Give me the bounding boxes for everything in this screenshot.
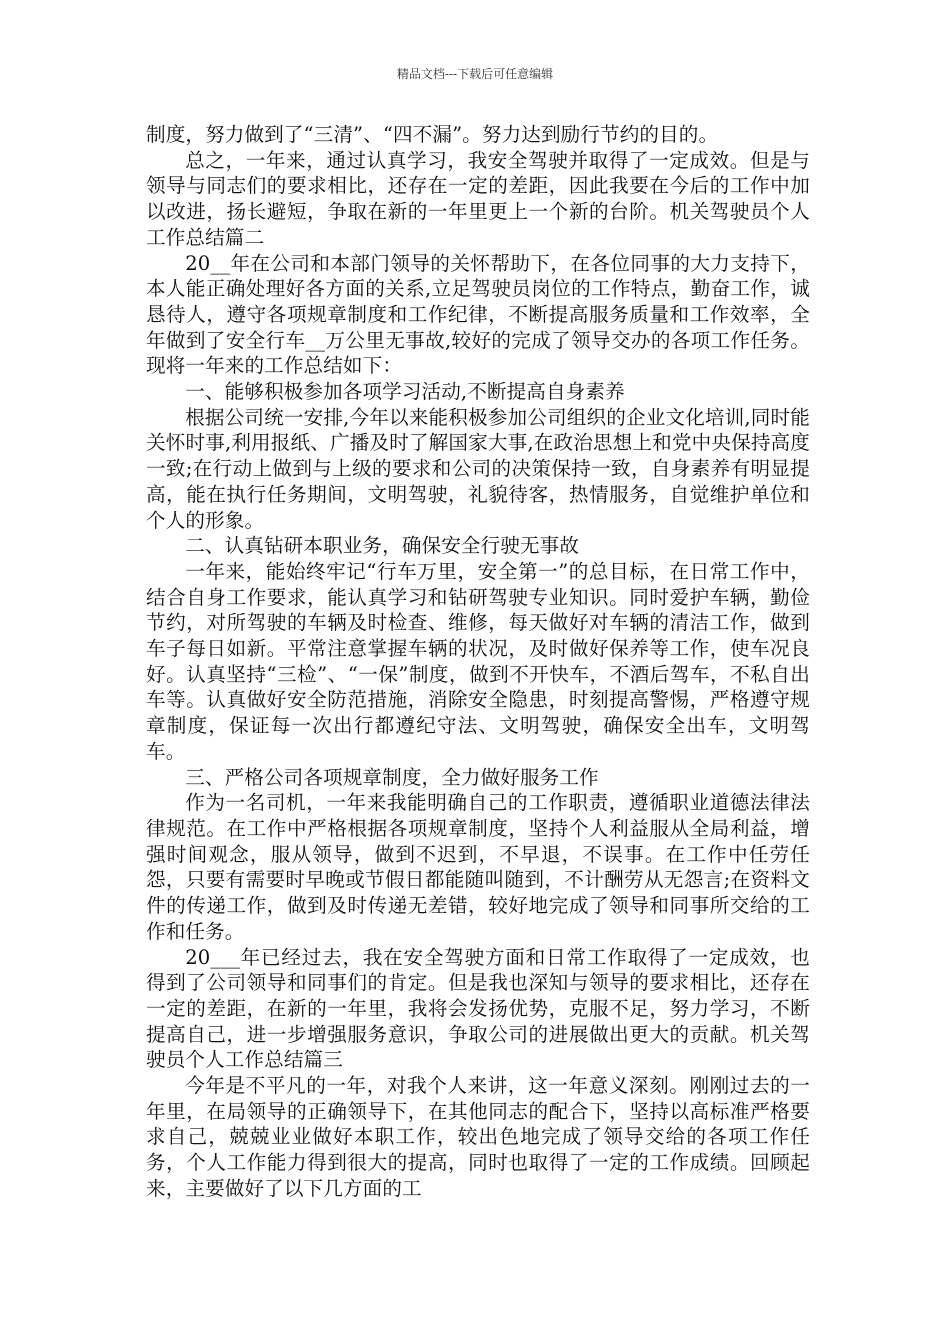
paragraph: 制度，努力做到了“三清”、“四不漏”。努力达到励行节约的目的。 — [146, 123, 719, 146]
document-body — [146, 122, 810, 1202]
section-heading: 二、认真钻研本职业务，确保安全行驶无事故 — [185, 534, 580, 558]
paragraph: 总之，一年来，通过认真学习，我安全驾驶并取得了一定成效。但是与领导与同志们的要求相比，还存在一定的差距，因此我要在今后的工作中加以改进，扬长避短，争取在新的一年里更上一个新的台阶。机关驾驶员个人工作总结篇二 — [146, 148, 810, 249]
paragraph: 一年来，能始终牢记“行车万里，安全第一”的总目标，在日常工作中，结合自身工作要求，能认真学习和钻研驾驶专业知识。同时爱护车辆，勤俭节约，对所驾驶的车辆及时检查、维修，每天做好对车辆的清洁工作，做到车子每日如新。平常注意掌握车辆的状况，及时做好保养等工作，使车况良好。认真坚持“三检”、“一保”制度，做到不开快车，不酒后驾车，不私自出车等。认真做好安全防范措施，消除安全隐患，时刻提高警惕，严格遵守规章制度，保证每一次出行都遵纪守法、文明驾驶，确保安全出车，文明驾车。 — [146, 559, 810, 763]
paragraph: 20___年已经过去，我在安全驾驶方面和日常工作取得了一定成效，也得到了公司领导和同事们的肯定。但是我也深知与领导的要求相比，还存在一定的差距，在新的一年里，我将会发扬优势，克服不足，努力学习，不断提高自己，进一步增强服务意识，争取公司的进展做出更大的贡献。机关驾驶员个人工作总结篇三 — [146, 945, 810, 1072]
paragraph: 作为一名司机，一年来我能明确自己的工作职责，遵循职业道德法律法律规范。在工作中严格根据各项规章制度，坚持个人利益服从全局利益，增强时间观念，服从领导，做到不迟到，不早退，不误事。在工作中任劳任怨，只要有需要时早晚或节假日都能随叫随到，不计酬劳从无怨言;在资料文件的传递工作，做到及时传递无差错，较好地完成了领导和同事所交给的工作和任务。 — [146, 791, 810, 943]
paragraph: 根据公司统一安排,今年以来能积极参加公司组织的企业文化培训,同时能关怀时事,利用报纸、广播及时了解国家大事,在政治思想上和党中央保持高度一致;在行动上做到与上级的要求和公司的决策保持一致，自身素养有明显提高，能在执行任务期间，文明驾驶，礼貌待客，热情服务，自觉维护单位和个人的形象。 — [146, 405, 810, 532]
page-header: 精品文档---下载后可任意编辑 — [396, 67, 554, 81]
section-heading: 一、能够积极参加各项学习活动,不断提高自身素养 — [185, 380, 625, 404]
paragraph: 20__年在公司和本部门领导的关怀帮助下，在各位同事的大力支持下，本人能正确处理好各方面的关系,立足驾驶员岗位的工作特点，勤奋工作，诚恳待人，遵守各项规章制度和工作纪律，不断提高服务质量和工作效率，全年做到了安全行车__万公里无事故,较好的完成了领导交办的各项工作任务。现将一年来的工作总结如下： — [146, 251, 810, 378]
paragraph: 今年是不平凡的一年，对我个人来讲，这一年意义深刻。刚刚过去的一年里，在局领导的正确领导下，在其他同志的配合下，坚持以高标准严格要求自己，兢兢业业做好本职工作，较出色地完成了领导交给的各项工作任务，个人工作能力得到很大的提高，同时也取得了一定的工作成绩。回顾起来，主要做好了以下几方面的工 — [146, 1074, 810, 1200]
section-heading: 三、严格公司各项规章制度，全力做好服务工作 — [185, 765, 599, 789]
